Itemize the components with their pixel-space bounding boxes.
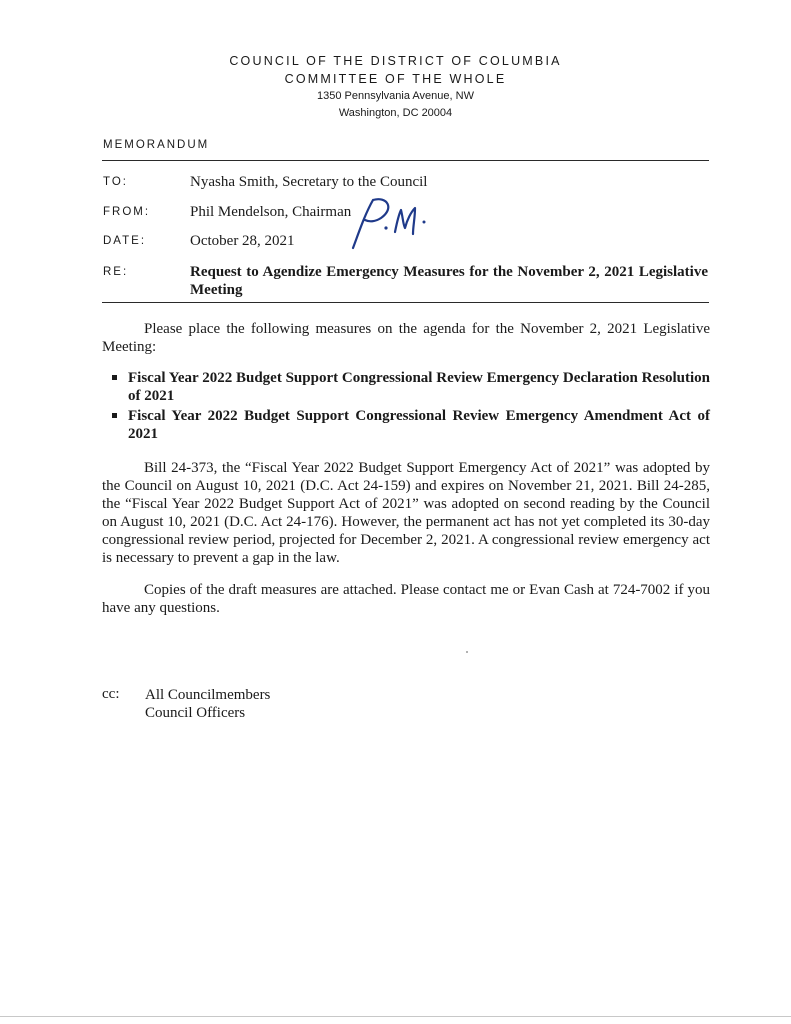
to-value: Nyasha Smith, Secretary to the Council [190, 174, 428, 190]
re-subject: Request to Agendize Emergency Measures for the November 2, 2021 Legislative Meeting [190, 264, 708, 298]
letterhead-city: Washington, DC 20004 [338, 107, 453, 119]
header-top-rule [102, 160, 709, 161]
memorandum-label: MEMORANDUM [103, 139, 210, 151]
from-label: FROM: [103, 206, 151, 218]
page-bottom-edge [0, 1016, 791, 1017]
intro-paragraph [102, 320, 710, 356]
letterhead [0, 52, 791, 122]
background-text: Bill 24-373, the “Fiscal Year 2022 Budget Support Emergency Act of 2021” was adopted by the Council on August 10, 2021 (D.C. Act 24-159) and expires on November 21, 2021. Bill 24-285, the “Fiscal Year 2022 Budget Support Act of 2021” was adopted on second reading by the Council on August 10, 2021 (D.C. Act 24-176). However, the permanent act has not yet completed its 30-day congressional review period, projected for December 2, 2021. A congressional review emergency act is necessary to prevent a gap in the law. [102, 460, 710, 566]
date-label: DATE: [103, 235, 147, 247]
letterhead-council: COUNCIL OF THE DISTRICT OF COLUMBIA [229, 54, 562, 68]
from-value: Phil Mendelson, Chairman [190, 204, 352, 220]
measure-title: Fiscal Year 2022 Budget Support Congressional Review Emergency Amendment Act of 2021 [128, 408, 710, 442]
letterhead-street: 1350 Pennsylvania Avenue, NW [317, 90, 474, 102]
measures-list [112, 369, 710, 445]
to-label: TO: [103, 176, 128, 188]
cc-recipient: All Councilmembers [145, 687, 271, 703]
header-bottom-rule [102, 302, 709, 303]
scan-speck [466, 651, 468, 653]
cc-label: cc: [102, 686, 120, 702]
cc-recipient: Council Officers [145, 705, 246, 721]
date-value: October 28, 2021 [190, 233, 295, 249]
re-label: RE: [103, 266, 129, 278]
bullet-icon [112, 413, 117, 418]
measure-item [112, 369, 710, 405]
measure-title: Fiscal Year 2022 Budget Support Congressional Review Emergency Declaration Resolution of 2021 [128, 370, 710, 404]
closing-paragraph [102, 581, 710, 617]
background-paragraph [102, 459, 710, 567]
chairman-signature [343, 192, 438, 254]
letterhead-committee: COMMITTEE OF THE WHOLE [284, 72, 507, 86]
cc-recipients [145, 686, 270, 722]
bullet-icon [112, 375, 117, 380]
intro-text: Please place the following measures on the agenda for the November 2, 2021 Legislative Meeting: [102, 321, 710, 355]
measure-item [112, 407, 710, 443]
closing-text: Copies of the draft measures are attached. Please contact me or Evan Cash at 724-7002 if you have any questions. [102, 582, 710, 616]
